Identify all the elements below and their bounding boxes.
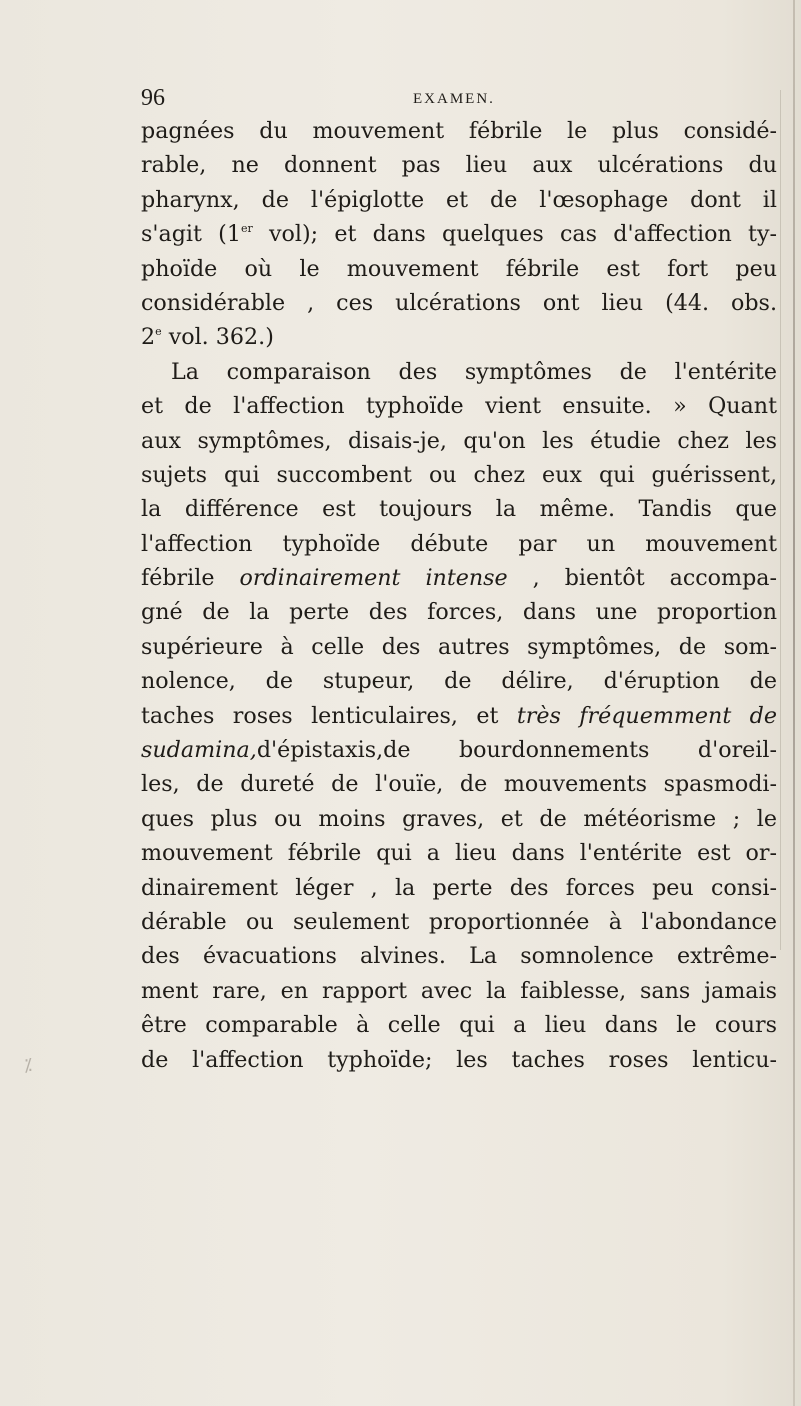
text-line bbox=[141, 871, 777, 905]
text-line bbox=[141, 389, 777, 423]
text-segment: ment rare, en rapport avec la faiblesse, sans jamais bbox=[141, 977, 777, 1004]
text-line bbox=[141, 974, 777, 1008]
text-line bbox=[141, 802, 777, 836]
text-line bbox=[141, 699, 777, 733]
text-segment: pharynx, de l'épiglotte et de l'œsophage dont il bbox=[141, 186, 777, 213]
text-line bbox=[141, 458, 777, 492]
text-line bbox=[141, 1008, 777, 1042]
text-line bbox=[141, 939, 777, 973]
text-segment: considérable , ces ulcérations ont lieu (44. obs. bbox=[141, 289, 777, 316]
text-segment: vol. 362.) bbox=[161, 324, 274, 351]
text-segment: dinairement léger , la perte des forces peu consi- bbox=[141, 874, 777, 901]
text-line bbox=[141, 286, 777, 320]
text-segment: gné de la perte des forces, dans une proportion bbox=[141, 599, 777, 626]
text-segment: supérieure à celle des autres symptômes, de som- bbox=[141, 633, 777, 660]
text-line bbox=[141, 424, 777, 458]
text-segment: aux symptômes, disais-je, qu'on les étudie chez les bbox=[141, 427, 777, 454]
italic-text: ordinairement intense bbox=[239, 565, 508, 592]
text-segment: pagnées du mouvement fébrile le plus considé- bbox=[141, 118, 777, 144]
text-line bbox=[141, 836, 777, 870]
text-line bbox=[141, 252, 777, 286]
italic-text: très fréquemment de bbox=[516, 702, 777, 729]
margin-smudge: ⁒ bbox=[24, 1055, 33, 1076]
text-segment: , bientôt accompa- bbox=[507, 565, 777, 592]
text-line bbox=[141, 114, 777, 148]
text-line bbox=[141, 561, 777, 595]
text-line bbox=[141, 767, 777, 801]
text-segment: fébrile bbox=[141, 565, 240, 592]
text-segment: La comparaison des symptômes de l'entérite bbox=[171, 358, 777, 385]
text-line bbox=[141, 527, 777, 561]
text-line bbox=[141, 217, 777, 251]
text-segment: rable, ne donnent pas lieu aux ulcérations du bbox=[141, 152, 777, 179]
page-fold-line bbox=[780, 90, 781, 950]
running-head: EXAMEN. bbox=[413, 91, 495, 107]
text-segment: la différence est toujours la même. Tandis que bbox=[141, 496, 777, 523]
page-edge-shadow bbox=[793, 0, 795, 1406]
text-segment: nolence, de stupeur, de délire, d'éruption de bbox=[141, 668, 777, 695]
text-segment: taches roses lenticulaires, et bbox=[141, 702, 517, 729]
page-header bbox=[141, 84, 781, 112]
text-line bbox=[141, 1043, 777, 1077]
text-segment: de l'affection typhoïde; les taches roses lenticu- bbox=[141, 1046, 777, 1073]
text-line bbox=[141, 183, 777, 217]
text-segment: des évacuations alvines. La somnolence extrême- bbox=[141, 943, 777, 970]
text-line bbox=[141, 664, 777, 698]
text-segment: phoïde où le mouvement fébrile est fort peu bbox=[141, 255, 777, 282]
superscript: er bbox=[240, 222, 253, 236]
page-number: 96 bbox=[141, 85, 165, 111]
text-segment: l'affection typhoïde débute par un mouvement bbox=[141, 530, 777, 557]
text-segment: mouvement fébrile qui a lieu dans l'entérite est or- bbox=[141, 840, 777, 867]
italic-text: sudamina, bbox=[141, 737, 257, 764]
text-segment: et de l'affection typhoïde vient ensuite. » Quant bbox=[141, 393, 777, 420]
text-line bbox=[141, 355, 777, 389]
text-line bbox=[141, 905, 777, 939]
text-segment: s'agit (1 bbox=[141, 221, 241, 248]
text-segment: d'épistaxis,de bourdonnements d'oreil- bbox=[256, 737, 777, 764]
text-segment: vol); et dans quelques cas d'affection ty- bbox=[252, 221, 777, 248]
text-line bbox=[141, 630, 777, 664]
text-segment: ques plus ou moins graves, et de météorisme ; le bbox=[141, 805, 777, 832]
body-text bbox=[141, 114, 777, 1077]
text-segment: les, de dureté de l'ouïe, de mouvements spasmodi- bbox=[141, 771, 777, 798]
text-line bbox=[141, 320, 777, 354]
text-line bbox=[141, 733, 777, 767]
text-segment: sujets qui succombent ou chez eux qui guérissent, bbox=[141, 461, 777, 488]
text-segment: 2 bbox=[141, 324, 156, 351]
superscript: e bbox=[155, 325, 162, 339]
text-segment: être comparable à celle qui a lieu dans le cours bbox=[141, 1012, 777, 1039]
text-line bbox=[141, 595, 777, 629]
text-line bbox=[141, 148, 777, 182]
text-line bbox=[141, 492, 777, 526]
text-segment: dérable ou seulement proportionnée à l'abondance bbox=[141, 908, 777, 935]
